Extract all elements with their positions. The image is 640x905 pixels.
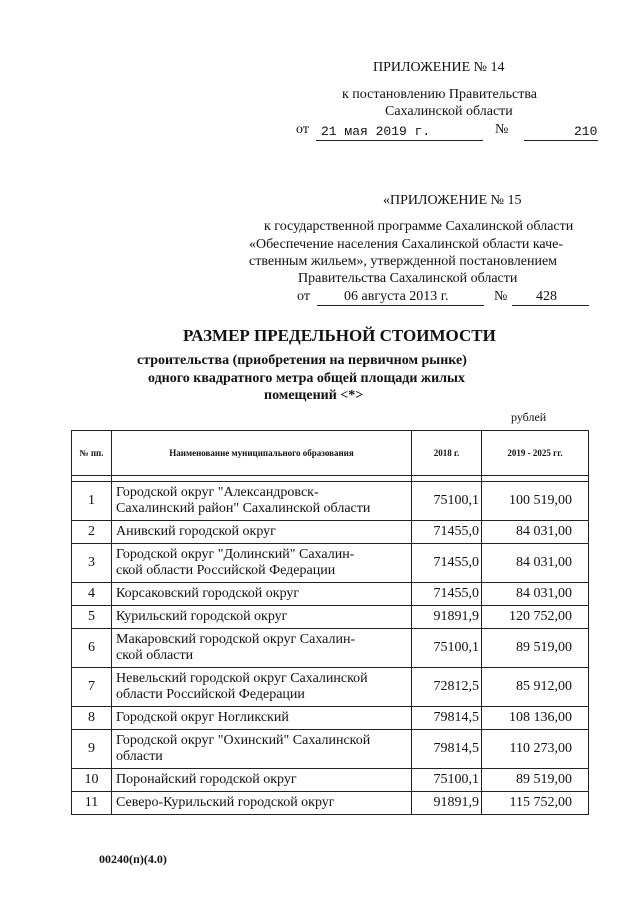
document-subtitle-line1: строительства (приобретения на первичном рынке)	[137, 353, 467, 368]
municipality-name	[112, 482, 412, 521]
table-row	[72, 583, 589, 606]
table-row	[72, 482, 589, 521]
price-2018: 71455,0	[412, 544, 482, 583]
municipality-name-line1: Городской округ "Александровск-	[116, 485, 319, 500]
appendix-14-number-underline	[524, 140, 598, 141]
table-row	[72, 521, 589, 544]
table-row	[72, 606, 589, 629]
price-2018: 71455,0	[412, 521, 482, 544]
table-header-row	[72, 431, 589, 476]
document-subtitle-line2: одного квадратного метра общей площади жилых	[148, 371, 465, 386]
appendix-15-date-underline	[317, 305, 484, 306]
municipality-name	[112, 521, 412, 544]
municipality-name	[112, 707, 412, 730]
price-table	[71, 430, 589, 815]
row-number: 11	[72, 792, 112, 815]
municipality-name	[112, 792, 412, 815]
municipality-name-line2: ской области	[116, 648, 194, 663]
municipality-name-line1: Поронайский городской округ	[116, 772, 297, 787]
municipality-name-line1: Курильский городской округ	[116, 609, 288, 624]
price-2019-2025: 120 752,00	[482, 606, 589, 629]
municipality-name-line1: Городской округ "Долинский" Сахалин-	[116, 547, 355, 562]
appendix-15-line4: Правительства Сахалинской области	[298, 271, 518, 286]
municipality-name-line2: области	[116, 749, 163, 764]
municipality-name-line2: ской области Российской Федерации	[116, 563, 336, 578]
price-2018: 75100,1	[412, 629, 482, 668]
price-2018: 72812,5	[412, 668, 482, 707]
municipality-name	[112, 583, 412, 606]
document-subtitle-line3: помещений <*>	[264, 388, 364, 403]
appendix-14-date: 21 мая 2019 г.	[321, 124, 431, 139]
municipality-name-line1: Корсаковский городской округ	[116, 586, 300, 601]
header-2018: 2018 г.	[412, 431, 482, 476]
municipality-name-line2: Сахалинский район" Сахалинской области	[116, 501, 371, 516]
municipality-name-line2: области Российской Федерации	[116, 687, 305, 702]
appendix-14-date-underline	[316, 140, 483, 141]
municipality-name-line1: Городской округ "Охинский" Сахалинской	[116, 733, 371, 748]
municipality-name-line1: Городской округ Ногликский	[116, 710, 289, 725]
footer-code: 00240(п)(4.0)	[99, 852, 167, 866]
appendix-15-date: 06 августа 2013 г.	[344, 289, 449, 304]
document-title: РАЗМЕР ПРЕДЕЛЬНОЙ СТОИМОСТИ	[183, 326, 496, 345]
appendix-14-line1: к постановлению Правительства	[342, 87, 538, 102]
municipality-name-line1: Макаровский городской округ Сахалин-	[116, 632, 356, 647]
municipality-name	[112, 606, 412, 629]
price-2019-2025: 115 752,00	[482, 792, 589, 815]
price-2019-2025: 84 031,00	[482, 521, 589, 544]
table-row	[72, 544, 589, 583]
appendix-14-line2: Сахалинской области	[385, 104, 513, 119]
appendix-15-number-underline	[512, 305, 589, 306]
table-row	[72, 769, 589, 792]
appendix-15-line2: «Обеспечение населения Сахалинской области каче-	[249, 237, 563, 252]
municipality-name	[112, 629, 412, 668]
appendix-14-number: 210	[574, 124, 598, 139]
appendix-15-from-label: от	[297, 289, 310, 304]
appendix-15-number: 428	[536, 289, 557, 304]
appendix-15-title: «ПРИЛОЖЕНИЕ № 15	[383, 193, 522, 208]
price-2018: 79814,5	[412, 730, 482, 769]
municipality-name	[112, 668, 412, 707]
price-2018: 91891,9	[412, 792, 482, 815]
municipality-name	[112, 730, 412, 769]
table-row	[72, 707, 589, 730]
price-2018: 79814,5	[412, 707, 482, 730]
row-number: 10	[72, 769, 112, 792]
units-label: рублей	[511, 410, 547, 424]
price-2018: 91891,9	[412, 606, 482, 629]
table-row	[72, 792, 589, 815]
header-name: Наименование муниципального образования	[112, 431, 412, 476]
price-2019-2025: 89 519,00	[482, 769, 589, 792]
price-2018: 75100,1	[412, 482, 482, 521]
row-number: 2	[72, 521, 112, 544]
row-number: 1	[72, 482, 112, 521]
municipality-name	[112, 544, 412, 583]
table-body	[72, 482, 589, 815]
row-number: 6	[72, 629, 112, 668]
price-2018: 75100,1	[412, 769, 482, 792]
municipality-name-line1: Невельский городской округ Сахалинской	[116, 671, 368, 686]
price-2019-2025: 89 519,00	[482, 629, 589, 668]
table-row	[72, 629, 589, 668]
price-2019-2025: 108 136,00	[482, 707, 589, 730]
appendix-14-from-label: от	[296, 122, 309, 137]
row-number: 5	[72, 606, 112, 629]
appendix-14-title: ПРИЛОЖЕНИЕ № 14	[373, 60, 505, 75]
price-2018: 71455,0	[412, 583, 482, 606]
price-2019-2025: 110 273,00	[482, 730, 589, 769]
appendix-15-line3: ственным жильем», утвержденной постановлением	[249, 254, 558, 269]
header-num: № пп.	[72, 431, 112, 476]
row-number: 3	[72, 544, 112, 583]
price-2019-2025: 100 519,00	[482, 482, 589, 521]
table-row	[72, 668, 589, 707]
price-2019-2025: 85 912,00	[482, 668, 589, 707]
price-2019-2025: 84 031,00	[482, 544, 589, 583]
row-number: 8	[72, 707, 112, 730]
municipality-name-line1: Северо-Курильский городской округ	[116, 795, 335, 810]
row-number: 7	[72, 668, 112, 707]
appendix-14-no-label: №	[495, 122, 509, 137]
row-number: 4	[72, 583, 112, 606]
table-row	[72, 730, 589, 769]
municipality-name-line1: Анивский городской округ	[116, 524, 276, 539]
municipality-name	[112, 769, 412, 792]
appendix-15-line1: к государственной программе Сахалинской области	[264, 219, 574, 234]
header-2019-2025: 2019 - 2025 гг.	[482, 431, 589, 476]
row-number: 9	[72, 730, 112, 769]
appendix-15-no-label: №	[494, 289, 508, 304]
price-2019-2025: 84 031,00	[482, 583, 589, 606]
